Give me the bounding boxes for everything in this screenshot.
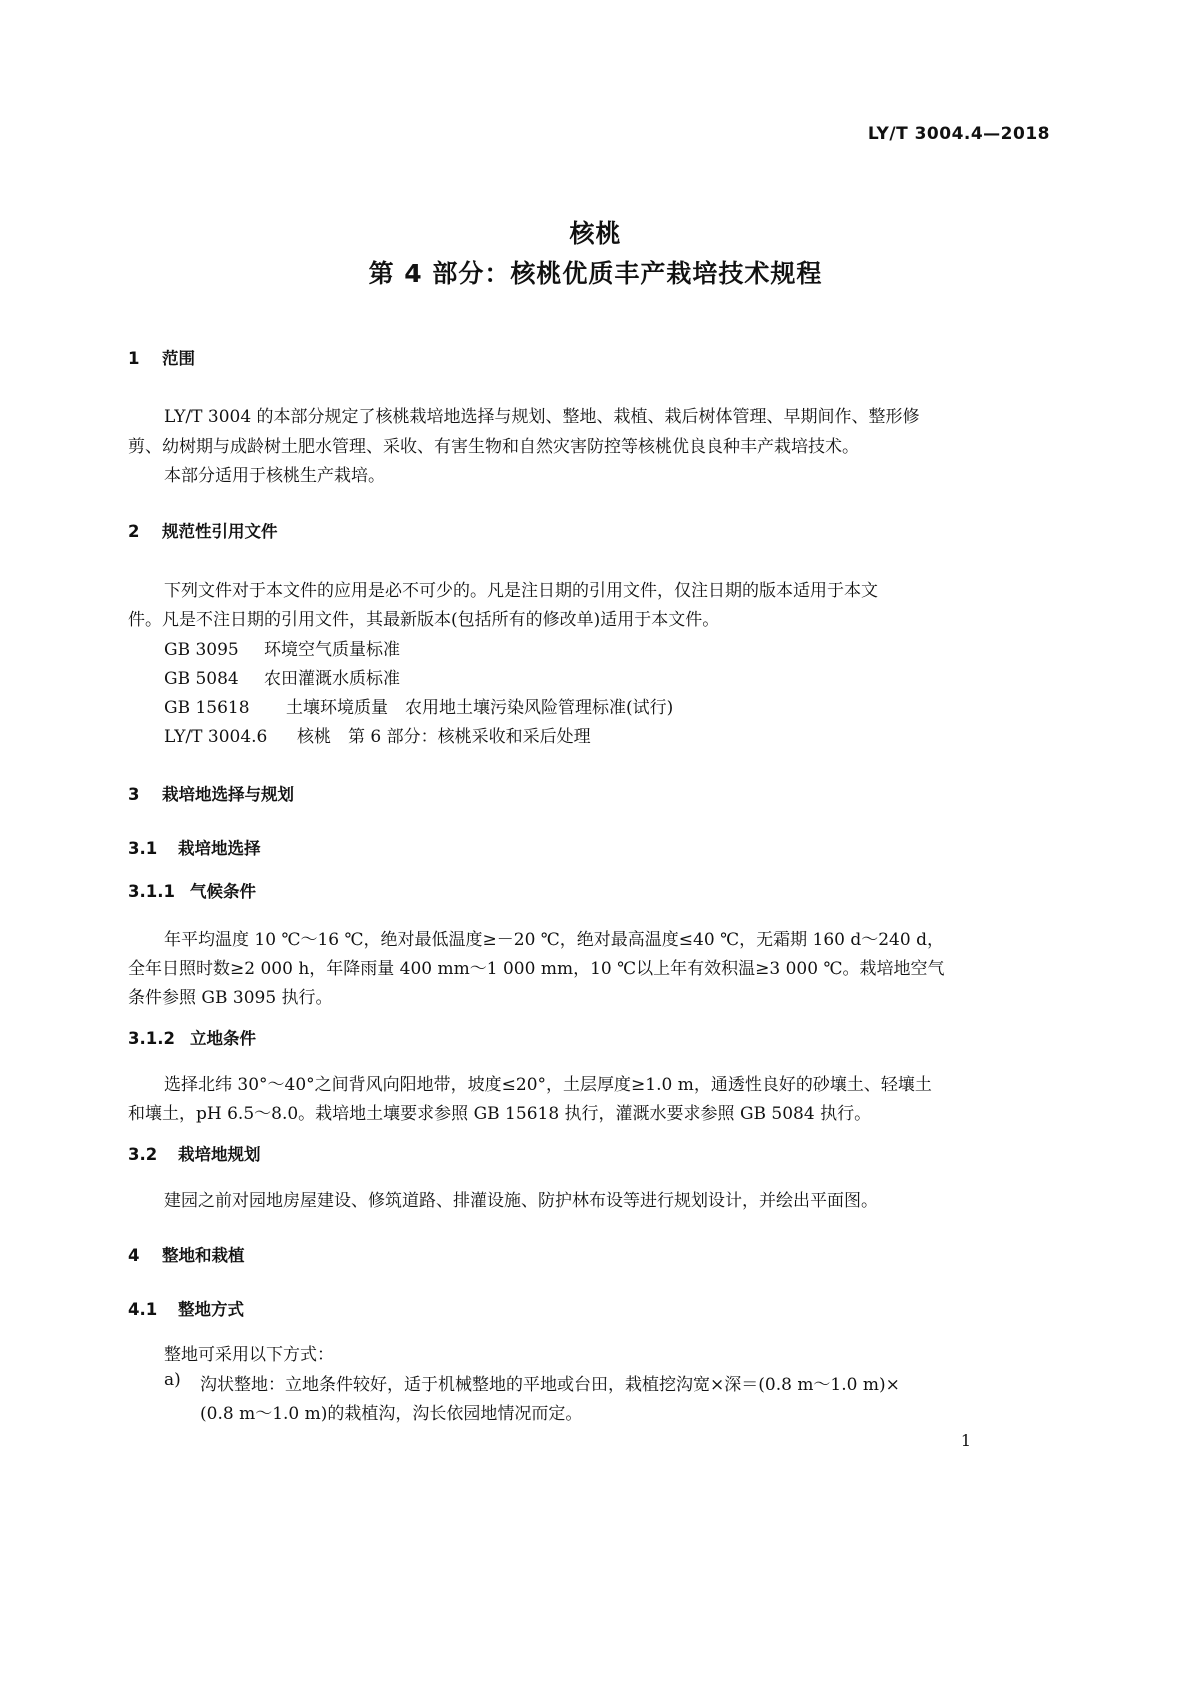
reference-code: GB 5084: [164, 669, 239, 689]
section-3-1-2-heading: [128, 1025, 256, 1049]
section-4-1-intro: 整地可采用以下方式：: [164, 1345, 334, 1365]
section-3-1-1-para-line: 年平均温度 10 ℃～16 ℃，绝对最低温度≥－20 ℃，绝对最高温度≤40 ℃，无霜期 160 d～240 d，: [164, 930, 944, 950]
section-1-para-line: 本部分适用于核桃生产栽培。: [164, 466, 385, 486]
list-item-label: a): [164, 1370, 181, 1390]
section-2-para-line: 件。凡是不注日期的引用文件，其最新版本(包括所有的修改单)适用于本文件。: [128, 610, 720, 630]
section-number: 2: [128, 522, 140, 541]
reference-code: GB 3095: [164, 640, 239, 660]
section-3-1-1-para-line: 条件参照 GB 3095 执行。: [128, 988, 333, 1008]
reference-code: GB 15618: [164, 698, 250, 718]
section-4-heading: [128, 1242, 245, 1266]
section-3-1-2-para-line: 和壤土，pH 6.5～8.0。栽培地土壤要求参照 GB 15618 执行，灌溉水要求参照 GB 5084 执行。: [128, 1104, 872, 1124]
page-number: 1: [960, 1431, 971, 1450]
section-title: 范围: [162, 349, 195, 368]
section-title: 气候条件: [190, 882, 256, 901]
section-3-2-heading: [128, 1141, 261, 1165]
reference-item: [164, 693, 673, 718]
document-title-line2: 第 4 部分：核桃优质丰产栽培技术规程: [368, 259, 823, 288]
list-item-a-line: (0.8 m～1.0 m)的栽植沟，沟长依园地情况而定。: [200, 1404, 583, 1424]
standard-code: LY/T 3004.4—2018: [867, 124, 1050, 144]
section-3-1-heading: [128, 835, 261, 859]
section-title: 整地和栽植: [162, 1246, 245, 1265]
section-number: 3.1.2: [128, 1029, 175, 1048]
section-3-heading: [128, 781, 294, 805]
reference-title: 核桃 第 6 部分：核桃采收和采后处理: [297, 727, 591, 747]
section-number: 3.1: [128, 839, 158, 858]
section-2-heading: [128, 518, 278, 542]
section-3-2-para-line: 建园之前对园地房屋建设、修筑道路、排灌设施、防护林布设等进行规划设计，并绘出平面图。: [164, 1191, 878, 1211]
document-title-line1: 核桃: [569, 219, 622, 248]
section-number: 3.1.1: [128, 882, 175, 901]
reference-item: [164, 664, 400, 689]
reference-item: [164, 635, 400, 660]
section-title: 栽培地选择与规划: [162, 785, 294, 804]
reference-title: 土壤环境质量 农用地土壤污染风险管理标准(试行): [286, 698, 674, 718]
section-4-1-heading: [128, 1296, 244, 1320]
section-title: 整地方式: [178, 1300, 244, 1319]
section-number: 1: [128, 349, 140, 368]
section-1-heading: [128, 345, 195, 369]
section-1-para-line: 剪、幼树期与成龄树土肥水管理、采收、有害生物和自然灾害防控等核桃优良良种丰产栽培技术。: [128, 437, 859, 457]
section-number: 4: [128, 1246, 140, 1265]
section-3-1-1-heading: [128, 878, 256, 902]
section-title: 栽培地规划: [178, 1145, 261, 1164]
section-1-para-line: LY/T 3004 的本部分规定了核桃栽培地选择与规划、整地、栽植、栽后树体管理、早期间作、整形修: [164, 407, 920, 427]
reference-title: 环境空气质量标准: [264, 640, 400, 660]
section-title: 立地条件: [190, 1029, 256, 1048]
reference-title: 农田灌溉水质标准: [264, 669, 400, 689]
section-3-1-2-para-line: 选择北纬 30°～40°之间背风向阳地带，坡度≤20°，土层厚度≥1.0 m，通透性良好的砂壤土、轻壤土: [164, 1075, 932, 1095]
list-item-a-line: 沟状整地：立地条件较好，适于机械整地的平地或台田，栽植挖沟宽×深＝(0.8 m～1.0 m)×: [200, 1375, 900, 1395]
section-title: 规范性引用文件: [162, 522, 278, 541]
section-title: 栽培地选择: [178, 839, 261, 858]
section-3-1-1-para-line: 全年日照时数≥2 000 h，年降雨量 400 mm～1 000 mm，10 ℃以上年有效积温≥3 000 ℃。栽培地空气: [128, 959, 945, 979]
section-2-para-line: 下列文件对于本文件的应用是必不可少的。凡是注日期的引用文件，仅注日期的版本适用于本文: [164, 581, 878, 601]
reference-item: [164, 722, 591, 747]
section-number: 3.2: [128, 1145, 158, 1164]
section-number: 4.1: [128, 1300, 158, 1319]
reference-code: LY/T 3004.6: [164, 727, 268, 747]
section-number: 3: [128, 785, 140, 804]
